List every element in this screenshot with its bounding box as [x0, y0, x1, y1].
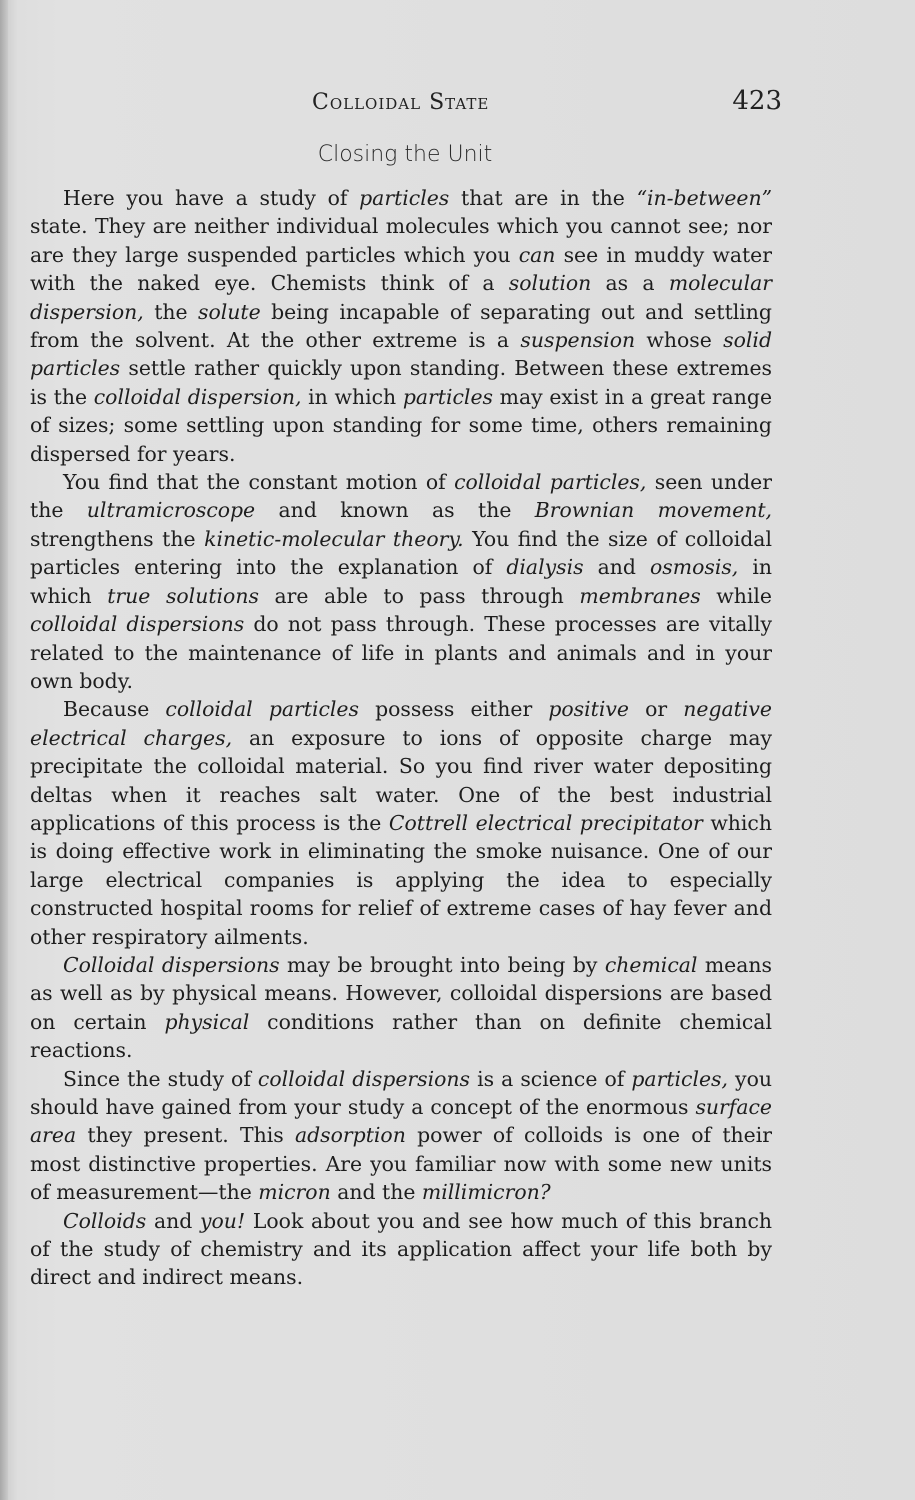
italic-term: adsorption [294, 1123, 406, 1148]
italic-term: can [518, 242, 556, 267]
paragraph [30, 695, 772, 951]
text-run: You find that the constant motion of [63, 470, 455, 495]
italic-term: suspension [520, 328, 636, 353]
italic-term: Colloidal dispersions [63, 952, 280, 977]
italic-term: particles [402, 384, 493, 409]
paragraph [30, 1207, 772, 1292]
text-run: Look about you and see how much of this branch of the study of chemistry and its application affect your life both by direct and indirect means. [30, 1208, 772, 1290]
body-text [30, 184, 772, 1292]
page-number: 423 [732, 86, 782, 116]
text-run: as a [591, 271, 669, 296]
text-run: and [146, 1208, 201, 1233]
italic-term: kinetic-molecular theory. [204, 526, 464, 551]
italic-term: solution [508, 271, 592, 296]
text-run: see in muddy water with the naked eye. Chemists think of a [30, 242, 772, 296]
italic-term: micron [258, 1180, 331, 1205]
italic-term: chemical [604, 952, 698, 977]
text-run: you should have gained from your study a concept of the enormous [30, 1066, 772, 1119]
text-run: are able to pass through [258, 583, 580, 608]
text-run: is a science of [470, 1066, 632, 1091]
italic-term: molecular dispersion, [30, 271, 772, 324]
text-run: they present. This [76, 1123, 295, 1148]
italic-term: true solutions [107, 583, 259, 608]
text-run: settle rather quickly upon standing. Between these extremes is the [30, 356, 772, 409]
text-run: means as well as by physical means. However, colloidal dispersions are based on certain [30, 952, 772, 1034]
italic-term: surface area [30, 1095, 772, 1148]
italic-term: dialysis [506, 555, 584, 580]
text-run: seen under the [30, 470, 773, 523]
italic-term: Cottrell electrical precipitator [388, 810, 703, 835]
text-run: an exposure to ions of opposite charge may precipitate the colloidal material. So you find river water depositing deltas when it reaches salt water. One of the best industrial applications of this process is the [30, 725, 772, 835]
italic-term: positive [548, 697, 629, 722]
italic-term: physical [164, 1009, 250, 1034]
text-run: power of colloids is one of their most distinctive properties. Are you familiar now with some new units of measurement—the [30, 1123, 772, 1205]
text-run: being incapable of separating out and settling from the solvent. At the other extreme is a [30, 299, 772, 353]
italic-term: colloidal dispersions [30, 612, 245, 637]
text-run: do not pass through. These processes are vitally related to the maintenance of life in plants and animals and in your own body. [30, 612, 772, 693]
italic-term: ultramicroscope [86, 498, 256, 523]
italic-term: “in-between” [636, 186, 773, 210]
text-run: while [700, 583, 772, 608]
text-run: may be brought into being by [279, 952, 605, 977]
italic-term: colloidal dispersions [257, 1066, 471, 1091]
section-title: Closing the Unit [317, 142, 493, 167]
italic-term: colloidal dispersion, [93, 384, 302, 409]
italic-term: you! [200, 1208, 246, 1233]
text-run: and [583, 555, 650, 580]
text-run: or [628, 697, 684, 722]
text-run: strengthens the [30, 526, 205, 551]
text-run: and known as the [255, 498, 535, 523]
text-run: may exist in a great range of sizes; some settling upon standing for some time, others remaining dispersed for years. [30, 384, 773, 466]
text-run: possess either [358, 697, 549, 722]
paragraph [30, 468, 772, 695]
text-run: in which [301, 384, 403, 409]
italic-term: millimicron? [421, 1180, 551, 1205]
italic-term: solute [198, 299, 261, 324]
italic-term: colloidal particles, [454, 470, 647, 495]
text-run: which is doing effective work in eliminating the smoke nuisance. One of our large electrical companies is applying the idea to especially constructed hospital rooms for relief of extreme cases of hay fever and other respiratory ailments. [30, 810, 772, 949]
italic-term: Brownian movement, [534, 498, 772, 523]
paragraph [30, 184, 772, 468]
text-run: that are in the [449, 186, 637, 210]
italic-term: particles, [631, 1066, 728, 1091]
italic-term: solid particles [30, 328, 772, 381]
text-run: Here you have a study of [63, 186, 360, 210]
paragraph [30, 1065, 772, 1207]
italic-term: Colloids [63, 1208, 147, 1233]
text-run: Since the study of [63, 1066, 258, 1091]
paragraph [30, 951, 772, 1065]
book-spine-shadow [0, 0, 8, 1500]
text-run: state. They are neither individual molecules which you cannot see; nor are they large suspended particles which you [30, 214, 772, 267]
text-run: Because [63, 697, 166, 722]
text-run: You find the size of colloidal particles entering into the explanation of [30, 526, 772, 580]
italic-term: negative electrical charges, [30, 697, 772, 750]
italic-term: osmosis, [650, 555, 739, 580]
running-head [312, 86, 782, 120]
text-run: the [143, 299, 199, 324]
running-title: Colloidal State [312, 90, 490, 115]
text-run: whose [635, 328, 724, 353]
text-run: and the [330, 1180, 422, 1205]
text-run: in which [30, 555, 772, 608]
italic-term: colloidal particles [165, 697, 359, 722]
italic-term: particles [359, 186, 450, 210]
text-run: conditions rather than on definite chemical reactions. [30, 1009, 772, 1063]
italic-term: membranes [579, 583, 701, 608]
